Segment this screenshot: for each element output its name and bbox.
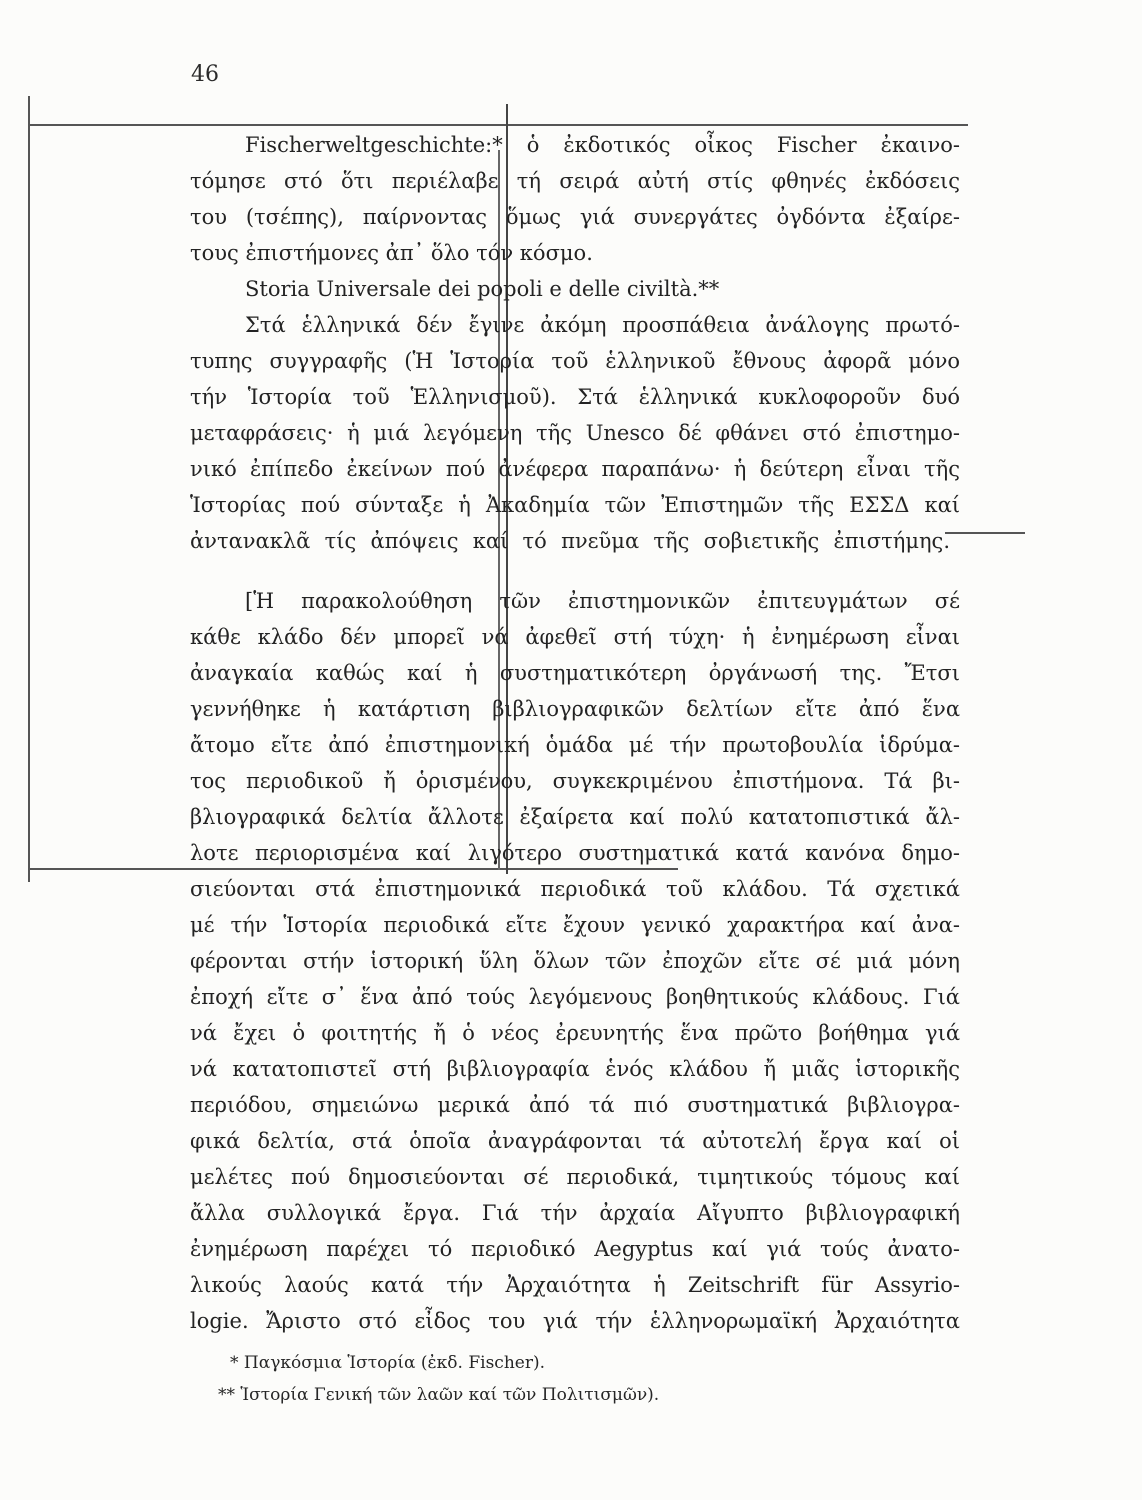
body-line: τος περιοδικοῦ ἤ ὁρισμένου, συγκεκριμένου ἐπιστήμονα. Τά βι- (190, 769, 960, 793)
body-line: τους ἐπιστήμονες ἀπ᾿ ὅλο τόν κόσμο. (190, 241, 593, 265)
body-line: Ἱστορίας πού σύνταξε ἡ Ἀκαδημία τῶν Ἐπιστημῶν τῆς ΕΣΣΔ καί (190, 493, 960, 517)
body-line: λοτε περιορισμένα καί λιγότερο συστηματικά κατά κανόνα δημο- (190, 841, 960, 865)
body-line: σιεύονται στά ἐπιστημονικά περιοδικά τοῦ κλάδου. Τά σχετικά (190, 877, 960, 901)
body-line: τυπης συγγραφῆς (Ἡ Ἱστορία τοῦ ἑλληνικοῦ ἔθνους ἀφορᾶ μόνο (190, 349, 960, 373)
body-line: τόμησε στό ὅτι περιέλαβε τή σειρά αὐτή στίς φθηνές ἐκδόσεις (190, 169, 960, 193)
page-number: 46 (191, 62, 219, 87)
body-line: γεννήθηκε ἡ κατάρτιση βιβλιογραφικῶν δελτίων εἴτε ἀπό ἕνα (190, 697, 960, 721)
body-line: [Ἡ παρακολούθηση τῶν ἐπιστημονικῶν ἐπιτευγμάτων σέ (245, 589, 960, 613)
body-line: μέ τήν Ἱστορία περιοδικά εἴτε ἔχουν γενικό χαρακτήρα καί ἀνα- (190, 913, 960, 937)
body-line: νά κατατοπιστεῖ στή βιβλιογραφία ἑνός κλάδου ἤ μιᾶς ἱστορικῆς (190, 1057, 960, 1081)
body-line: ἐνημέρωση παρέχει τό περιοδικό Aegyptus καί γιά τούς ἀνατο- (190, 1237, 960, 1261)
body-line: του (τσέπης), παίρνοντας ὅμως γιά συνεργάτες ὀγδόντα ἐξαίρε- (190, 205, 960, 229)
body-line: νικό ἐπίπεδο ἐκείνων πού ἀνέφερα παραπάνω· ἡ δεύτερη εἶναι τῆς (190, 457, 960, 481)
body-line: βλιογραφικά δελτία ἄλλοτε ἐξαίρετα καί πολύ κατατοπιστικά ἄλ- (190, 805, 960, 829)
pen-line-left (28, 96, 30, 882)
body-line: ἀναγκαία καθώς καί ἡ συστηματικότερη ὀργάνωσή της. Ἔτσι (190, 661, 960, 685)
body-line: τήν Ἱστορία τοῦ Ἑλληνισμοῦ). Στά ἑλληνικά κυκλοφοροῦν δυό (190, 385, 960, 409)
body-line: μεταφράσεις· ἡ μιά λεγόμενη τῆς Unesco δέ φθάνει στό ἐπιστημο- (190, 421, 960, 445)
body-line: λικούς λαούς κατά τήν Ἀρχαιότητα ἡ Zeitschrift für Assyrio- (190, 1273, 960, 1297)
body-line: φέρονται στήν ἱστορική ὕλη ὅλων τῶν ἐποχῶν εἴτε σέ μιά μόνη (190, 949, 960, 973)
body-line: Fischerweltgeschichte:* ὁ ἐκδοτικός οἶκος Fischer ἐκαινο- (245, 133, 960, 157)
body-line: logie. Ἄριστο στό εἶδος του γιά τήν ἑλληνορωμαϊκή Ἀρχαιότητα (190, 1309, 960, 1333)
body-line: νά ἔχει ὁ φοιτητής ἤ ὁ νέος ἐρευνητής ἕνα πρῶτο βοήθημα γιά (190, 1021, 960, 1045)
body-line: περιόδου, σημειώνω μερικά ἀπό τά πιό συστηματικά βιβλιογρα- (190, 1093, 960, 1117)
body-line: ἄλλα συλλογικά ἔργα. Γιά τήν ἀρχαία Αἴγυπτο βιβλιογραφική (190, 1201, 960, 1225)
body-line: Στά ἑλληνικά δέν ἔγινε ἀκόμη προσπάθεια ἀνάλογης πρωτό- (245, 313, 960, 337)
footnote: ** Ἱστορία Γενική τῶν λαῶν καί τῶν Πολιτισμῶν). (218, 1385, 660, 1405)
body-line: Storia Universale dei popoli e delle civiltà.** (245, 277, 720, 301)
body-line: κάθε κλάδο δέν μπορεῖ νά ἀφεθεῖ στή τύχη· ἡ ἐνημέρωση εἶναι (190, 625, 960, 649)
body-line: ἄτομο εἴτε ἀπό ἐπιστημονική ὁμάδα μέ τήν πρωτοβουλία ἱδρύμα- (190, 733, 960, 757)
body-line: ἐποχή εἴτε σ᾿ ἕνα ἀπό τούς λεγόμενους βοηθητικούς κλάδους. Γιά (190, 985, 960, 1009)
footnote: * Παγκόσμια Ἱστορία (ἐκδ. Fischer). (230, 1353, 545, 1373)
body-line: ἀντανακλᾶ τίς ἀπόψεις καί τό πνεῦμα τῆς σοβιετικῆς ἐπιστήμης. (190, 529, 950, 553)
pen-line-tail (945, 532, 1025, 534)
body-line: φικά δελτία, στά ὁποῖα ἀναγράφονται τά αὐτοτελή ἔργα καί οἱ (190, 1129, 960, 1153)
pen-line-top (28, 124, 968, 126)
body-line: μελέτες πού δημοσιεύονται σέ περιοδικά, τιμητικούς τόμους καί (190, 1165, 960, 1189)
